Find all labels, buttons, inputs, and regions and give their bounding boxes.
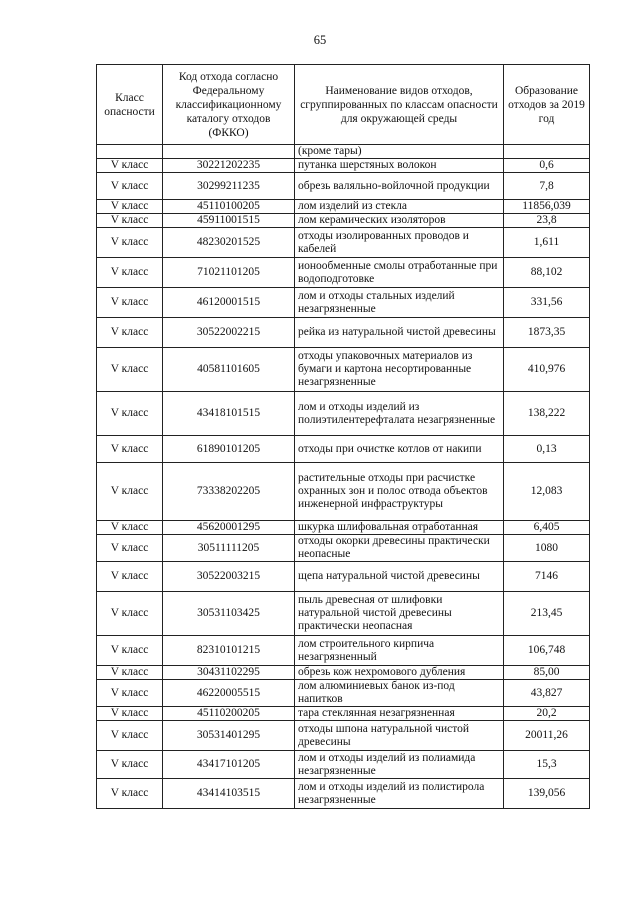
continuation-row [97,145,590,159]
fkko-code-cell: 71021101205 [163,258,295,288]
waste-name-cell: ионообменные смолы отработанные при водоподготовке [295,258,504,288]
waste-amount-cell: 0,13 [504,436,590,463]
fkko-code-cell: 61890101205 [163,436,295,463]
waste-amount-cell: 410,976 [504,348,590,392]
hazard-class-cell: V класс [97,228,163,258]
hazard-class-cell: V класс [97,779,163,809]
fkko-code-cell: 40581101605 [163,348,295,392]
table-row [97,348,590,392]
waste-amount-cell: 43,827 [504,680,590,707]
fkko-code-cell: 30299211235 [163,173,295,200]
waste-amount-cell: 20,2 [504,707,590,721]
table-row [97,751,590,779]
hazard-class-cell: V класс [97,680,163,707]
fkko-code-cell: 46120001515 [163,288,295,318]
hazard-class-cell: V класс [97,636,163,666]
waste-name-cell: пыль древесная от шлифовки натуральной чистой древесины практически неопасная [295,592,504,636]
table-row [97,721,590,751]
waste-table [96,64,590,809]
waste-name-cell: лом алюминиевых банок из-под напитков [295,680,504,707]
hazard-class-cell: V класс [97,200,163,214]
hazard-class-cell: V класс [97,751,163,779]
table-row [97,521,590,535]
continuation-text: (кроме тары) [295,145,504,159]
hazard-class-cell: V класс [97,436,163,463]
waste-amount-cell: 20011,26 [504,721,590,751]
table-row [97,535,590,562]
waste-amount-cell: 0,6 [504,159,590,173]
table-row [97,228,590,258]
table-row [97,159,590,173]
table-row [97,562,590,592]
waste-amount-cell: 1080 [504,535,590,562]
fkko-code-cell: 45911001515 [163,214,295,228]
waste-name-cell: лом и отходы изделий из полиамида незагрязненные [295,751,504,779]
waste-name-cell: отходы изолированных проводов и кабелей [295,228,504,258]
waste-name-cell: лом изделий из стекла [295,200,504,214]
waste-amount-cell: 23,8 [504,214,590,228]
table-row [97,680,590,707]
table-row [97,214,590,228]
waste-amount-cell: 85,00 [504,666,590,680]
table-row [97,318,590,348]
fkko-code-cell: 46220005515 [163,680,295,707]
table-row [97,258,590,288]
page-number: 65 [313,33,327,47]
waste-name-cell: лом и отходы стальных изделий незагрязненные [295,288,504,318]
table-row [97,707,590,721]
fkko-code-cell: 82310101215 [163,636,295,666]
hazard-class-cell: V класс [97,214,163,228]
hazard-class-cell: V класс [97,535,163,562]
fkko-code-cell: 30531401295 [163,721,295,751]
hazard-class-cell: V класс [97,288,163,318]
fkko-code-cell: 45110100205 [163,200,295,214]
table-row [97,636,590,666]
hazard-class-cell: V класс [97,173,163,200]
hazard-class-cell: V класс [97,463,163,521]
fkko-code-cell: 30522002215 [163,318,295,348]
waste-name-cell: растительные отходы при расчистке охранных зон и полос отвода объектов инженерной инфраструктуры [295,463,504,521]
table-row [97,779,590,809]
waste-name-cell: обрезь кож нехромового дубления [295,666,504,680]
hazard-class-cell: V класс [97,562,163,592]
table-row [97,200,590,214]
hazard-class-cell: V класс [97,159,163,173]
waste-amount-cell: 12,083 [504,463,590,521]
table-row [97,392,590,436]
waste-name-cell: лом и отходы изделий из полиэтилентерефталата незагрязненные [295,392,504,436]
header-waste-name: Наименование видов отходов, сгруппированных по классам опасности для окружающей среды [295,65,504,145]
waste-amount-cell: 7146 [504,562,590,592]
waste-amount-cell: 1873,35 [504,318,590,348]
waste-amount-cell: 15,3 [504,751,590,779]
waste-amount-cell: 1,611 [504,228,590,258]
waste-amount-cell: 213,45 [504,592,590,636]
fkko-code-cell: 30522003215 [163,562,295,592]
waste-name-cell: отходы упаковочных материалов из бумаги и картона несортированные незагрязненные [295,348,504,392]
header-waste-amount: Образование отходов за 2019 год [504,65,590,145]
waste-name-cell: отходы окорки древесины практически неопасные [295,535,504,562]
waste-name-cell: шкурка шлифовальная отработанная [295,521,504,535]
waste-amount-cell: 6,405 [504,521,590,535]
waste-name-cell: отходы шпона натуральной чистой древесины [295,721,504,751]
waste-name-cell: лом керамических изоляторов [295,214,504,228]
hazard-class-cell: V класс [97,348,163,392]
fkko-code-cell: 30531103425 [163,592,295,636]
waste-name-cell: отходы при очистке котлов от накипи [295,436,504,463]
table-row [97,463,590,521]
hazard-class-cell: V класс [97,592,163,636]
waste-name-cell: лом и отходы изделий из полистирола незагрязненные [295,779,504,809]
fkko-code-cell: 30221202235 [163,159,295,173]
table-header-row [97,65,590,145]
fkko-code-cell: 45620001295 [163,521,295,535]
waste-name-cell: рейка из натуральной чистой древесины [295,318,504,348]
hazard-class-cell: V класс [97,721,163,751]
header-hazard-class: Класс опасности [97,65,163,145]
hazard-class-cell: V класс [97,392,163,436]
waste-name-cell: путанка шерстяных волокон [295,159,504,173]
fkko-code-cell: 48230201525 [163,228,295,258]
table-row [97,173,590,200]
waste-amount-cell: 139,056 [504,779,590,809]
waste-amount-cell: 11856,039 [504,200,590,214]
table-row [97,288,590,318]
hazard-class-cell: V класс [97,318,163,348]
table-row [97,436,590,463]
fkko-code-cell: 43417101205 [163,751,295,779]
hazard-class-cell: V класс [97,707,163,721]
waste-name-cell: обрезь валяльно-войлочной продукции [295,173,504,200]
waste-amount-cell: 138,222 [504,392,590,436]
hazard-class-cell: V класс [97,521,163,535]
waste-amount-cell: 106,748 [504,636,590,666]
waste-name-cell: лом строительного кирпича незагрязненный [295,636,504,666]
fkko-code-cell: 45110200205 [163,707,295,721]
waste-name-cell: тара стеклянная незагрязненная [295,707,504,721]
hazard-class-cell: V класс [97,258,163,288]
header-fkko-code: Код отхода согласно Федеральному классификационному каталогу отходов (ФККО) [163,65,295,145]
fkko-code-cell: 30431102295 [163,666,295,680]
hazard-class-cell: V класс [97,666,163,680]
waste-amount-cell: 88,102 [504,258,590,288]
table-row [97,592,590,636]
waste-amount-cell: 331,56 [504,288,590,318]
waste-amount-cell: 7,8 [504,173,590,200]
waste-name-cell: щепа натуральной чистой древесины [295,562,504,592]
table-row [97,666,590,680]
fkko-code-cell: 73338202205 [163,463,295,521]
fkko-code-cell: 30511111205 [163,535,295,562]
fkko-code-cell: 43414103515 [163,779,295,809]
fkko-code-cell: 43418101515 [163,392,295,436]
